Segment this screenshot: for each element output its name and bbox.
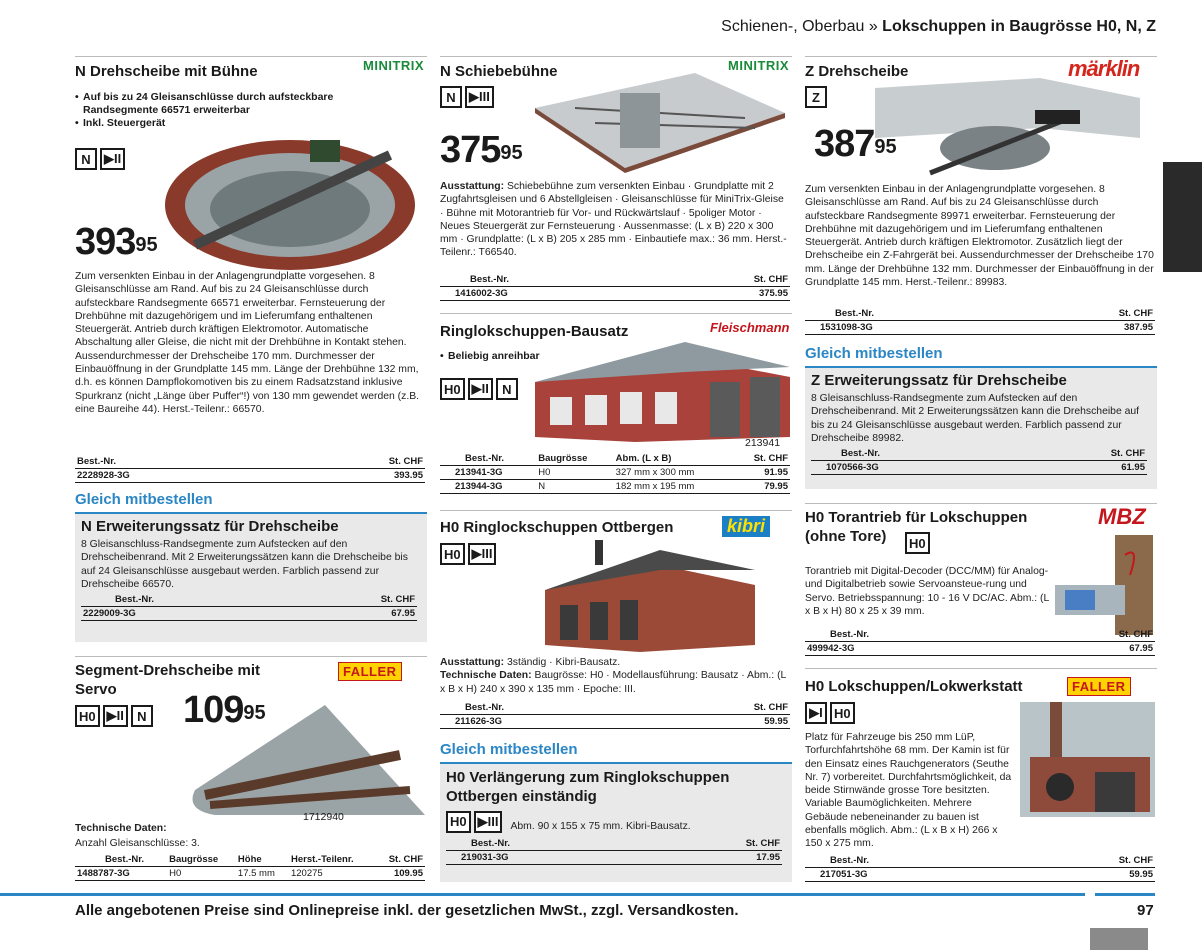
addon-description: 8 Gleisanschluss-Randsegmente zum Aufstecken auf den Drehscheibenrand. Mit 2 Erweiterungssätzen kann die Drehscheibe auf bis zu 24 Gleisanschlüsse ausgebaut werden. Farblich passend zur Drehscheibe 89982. bbox=[811, 393, 1140, 444]
desc-text: Platz für Fahrzeuge bis 250 mm LüP, Torfurchfahrtshöhe 68 mm. Der Kamin ist für den Einsatz eines Rauchgenerators (Seuthe Nr. 7) vorbereitet. Durchfahrtsmöglichkeit, da beide Stirnwände grosse Tore besitzten. Variable Baumöglichkeiten. Mehrere Gebäude nebeneinander zu bauen ist ebenfalls möglich. Abm.: (L x B x H) 266 x 150 x 275 mm. bbox=[805, 732, 1012, 850]
gauge-badges bbox=[75, 705, 153, 727]
product-title: N Schiebebühne bbox=[440, 63, 558, 80]
col-header: Best.-Nr. bbox=[440, 701, 662, 715]
price-cents: 95 bbox=[874, 136, 897, 158]
price-main: 393 bbox=[75, 221, 136, 263]
order-number: 219031-3G bbox=[446, 851, 659, 865]
digital-badge: ▶II bbox=[103, 705, 128, 727]
price-main: 387 bbox=[814, 123, 875, 165]
order-price: 79.95 bbox=[734, 480, 790, 494]
col-header: St. CHF bbox=[734, 452, 790, 466]
gauge-badges bbox=[75, 148, 125, 170]
footer-rule bbox=[1095, 893, 1155, 896]
order-price: 109.95 bbox=[375, 867, 425, 881]
digital-badge: ▶III bbox=[468, 543, 497, 565]
table-row[interactable] bbox=[81, 607, 417, 621]
image-item-number: 1712940 bbox=[303, 811, 344, 823]
product-image-transfer-table[interactable] bbox=[525, 68, 790, 173]
order-table bbox=[75, 853, 425, 881]
digital-badge: ▶II bbox=[468, 378, 493, 400]
col-header: Best.-Nr. bbox=[75, 853, 167, 867]
order-price: 59.95 bbox=[1027, 868, 1155, 882]
col-header: Baugrösse bbox=[167, 853, 236, 867]
footer-rule bbox=[0, 893, 1085, 896]
col-header: St. CHF bbox=[1027, 854, 1155, 868]
gauge-badge: N bbox=[131, 705, 153, 727]
order-price: 17.95 bbox=[659, 851, 782, 865]
col-header: Best.-Nr. bbox=[805, 628, 1027, 642]
digital-badge: ▶III bbox=[465, 86, 494, 108]
table-row[interactable] bbox=[75, 469, 425, 483]
order-number: 1531098-3G bbox=[805, 321, 1032, 335]
price-main: 109 bbox=[183, 689, 244, 731]
divider bbox=[75, 656, 427, 657]
tech-specs: Anzahl Gleisanschlüsse: 3. bbox=[75, 838, 200, 849]
col-header: St. CHF bbox=[1032, 307, 1155, 321]
table-row[interactable] bbox=[446, 851, 782, 865]
col-header: Best.-Nr. bbox=[805, 307, 1032, 321]
order-number: 2228928-3G bbox=[75, 469, 284, 483]
col-header: St. CHF bbox=[659, 837, 782, 851]
col-header: St. CHF bbox=[1027, 628, 1155, 642]
table-row[interactable] bbox=[440, 466, 790, 480]
cell: H0 bbox=[536, 466, 613, 480]
addon-box bbox=[440, 762, 792, 882]
gauge-badges bbox=[805, 86, 827, 108]
product-image-roundhouse[interactable] bbox=[535, 337, 790, 442]
section-header: Gleich mitbestellen bbox=[440, 741, 578, 758]
brand-logo-minitrix: MINITRIX bbox=[728, 58, 790, 73]
price bbox=[814, 124, 897, 164]
desc-label: Ausstattung: bbox=[440, 657, 505, 668]
order-table bbox=[440, 452, 790, 494]
digital-badge: ▶II bbox=[100, 148, 125, 170]
product-title: Segment-Drehscheibe mit Servo bbox=[75, 662, 261, 698]
order-price: 375.95 bbox=[667, 287, 790, 301]
brand-logo-marklin: märklin bbox=[1068, 56, 1140, 81]
product-title: N Drehscheibe mit Bühne bbox=[75, 63, 258, 80]
col-header: Best.-Nr. bbox=[75, 455, 284, 469]
product-image-turntable[interactable] bbox=[160, 125, 422, 275]
tech-specs: Baugrösse: H0 · Modellausführung: Bausatz · Abm.: (L x B x H) 240 x 390 x 135 mm · Epoche: III. bbox=[440, 670, 786, 695]
gauge-badge: H0 bbox=[440, 543, 465, 565]
cell: 327 mm x 300 mm bbox=[614, 466, 734, 480]
cell: 17.5 mm bbox=[236, 867, 289, 881]
col-header: St. CHF bbox=[284, 455, 425, 469]
order-number: 1488787-3G bbox=[75, 867, 167, 881]
product-title: Ringlokschuppen-Bausatz bbox=[440, 323, 629, 340]
divider bbox=[805, 668, 1157, 669]
cell: 182 mm x 195 mm bbox=[614, 480, 734, 494]
price-cents: 95 bbox=[135, 234, 158, 256]
table-row[interactable] bbox=[440, 715, 790, 729]
order-number: 2229009-3G bbox=[81, 607, 303, 621]
order-number: 213944-3G bbox=[440, 480, 536, 494]
order-number: 1416002-3G bbox=[440, 287, 667, 301]
divider bbox=[75, 56, 427, 57]
order-table bbox=[440, 273, 790, 301]
table-row[interactable] bbox=[805, 642, 1155, 656]
col-header: Best.-Nr. bbox=[805, 854, 1027, 868]
order-price: 61.95 bbox=[1029, 461, 1147, 475]
gauge-badge: H0 bbox=[905, 532, 930, 554]
feature-item: • Beliebig anreihbar bbox=[440, 350, 540, 363]
col-header: Best.-Nr. bbox=[440, 452, 536, 466]
gauge-badge: N bbox=[440, 86, 462, 108]
table-row[interactable] bbox=[440, 480, 790, 494]
corner-marker bbox=[1090, 928, 1148, 950]
desc-text: 3ständig · Kibri-Bausatz. bbox=[504, 657, 621, 668]
feature-item: • Auf bis zu 24 Gleisanschlüsse durch aufsteckbare Randsegmente 66571 erweiterbar bbox=[75, 91, 355, 117]
order-number: 217051-3G bbox=[805, 868, 1027, 882]
section-header: Gleich mitbestellen bbox=[805, 345, 943, 362]
order-table bbox=[805, 854, 1155, 882]
product-description bbox=[440, 180, 790, 260]
order-price: 67.95 bbox=[303, 607, 417, 621]
breadcrumb-prefix: Schienen-, Oberbau » bbox=[721, 18, 878, 35]
product-image-ottbergen[interactable] bbox=[540, 540, 760, 655]
tech-label: Technische Daten: bbox=[440, 670, 532, 682]
col-header: Best.-Nr. bbox=[440, 273, 667, 287]
brand-logo-faller: FALLER bbox=[1067, 677, 1131, 696]
breadcrumb-current: Lokschuppen in Baugrösse H0, N, Z bbox=[882, 18, 1156, 35]
addon-title: N Erweiterungssatz für Drehscheibe bbox=[81, 518, 339, 535]
col-header: Best.-Nr. bbox=[81, 593, 303, 607]
gauge-badge: H0 bbox=[446, 811, 471, 833]
brand-logo-minitrix: MINITRIX bbox=[363, 58, 425, 73]
product-description: Zum versenkten Einbau in der Anlagengrundplatte vorgesehen. 8 Gleisanschlüsse am Rand. Auf bis zu 24 Gleisanschlüsse durch aufsteckbare Randsegmente 89971 erweiterbar. Fernsteuerung der Drehbühne mit dazugehörigem und im Lieferumfang enthaltenen Steuergerät. Antrieb durch kräftigen Elektromotor. Zusätzlich liegt der Drehscheibe ein Z-Fahrgerät bei. Aussendurchmesser der Drehscheibe 170 mm. Länge der Drehbühne 132 mm. Durchmesser der Einbauöffnung in der Grundplatte 145 mm. Herst.-Teilenr.: 89983. bbox=[805, 184, 1154, 289]
product-description bbox=[805, 731, 1155, 851]
product-title: H0 Ringlockschuppen Ottbergen bbox=[440, 519, 674, 536]
col-header: Best.-Nr. bbox=[811, 447, 1029, 461]
brand-logo-faller: FALLER bbox=[338, 662, 402, 681]
image-item-number: 213941 bbox=[745, 437, 781, 449]
cell: H0 bbox=[167, 867, 236, 881]
digital-badge: ▶III bbox=[474, 811, 503, 833]
product-image-z-turntable[interactable] bbox=[870, 78, 1155, 178]
gauge-badges bbox=[446, 811, 502, 833]
order-price: 387.95 bbox=[1032, 321, 1155, 335]
feature-list bbox=[440, 350, 540, 363]
divider bbox=[440, 313, 792, 314]
gauge-badge: N bbox=[75, 148, 97, 170]
feature-item: • Inkl. Steuergerät bbox=[75, 117, 355, 130]
col-header: Abm. (L x B) bbox=[614, 452, 734, 466]
order-price: 91.95 bbox=[734, 466, 790, 480]
divider bbox=[440, 510, 792, 511]
product-description bbox=[440, 656, 790, 696]
col-header: St. CHF bbox=[375, 853, 425, 867]
product-title: H0 Lokschuppen/Lokwerkstatt bbox=[805, 678, 1023, 695]
addon-box bbox=[805, 366, 1157, 489]
price-cents: 95 bbox=[500, 142, 523, 164]
gauge-badge: H0 bbox=[830, 702, 855, 724]
order-table bbox=[75, 455, 425, 483]
col-header: St. CHF bbox=[667, 273, 790, 287]
digital-badge: ▶I bbox=[805, 702, 827, 724]
col-header: Herst.-Teilenr. bbox=[289, 853, 375, 867]
addon-title: H0 Verlängerung zum Ringlokschuppen Ottbergen einständig bbox=[446, 769, 730, 805]
desc-label: Ausstattung: bbox=[440, 181, 505, 192]
price bbox=[75, 222, 158, 262]
price-main: 375 bbox=[440, 129, 501, 171]
breadcrumb bbox=[721, 18, 1156, 36]
table-row[interactable] bbox=[805, 321, 1155, 335]
divider bbox=[440, 56, 792, 57]
product-title: H0 Torantrieb für Lokschuppen (ohne Tore) bbox=[805, 509, 1028, 545]
col-header: St. CHF bbox=[1029, 447, 1147, 461]
brand-logo-kibri: kibri bbox=[722, 516, 770, 537]
product-description: Zum versenkten Einbau in der Anlagengrundplatte vorgesehen. 8 Gleisanschlüsse am Rand. Auf bis zu 24 Gleisanschlüsse durch aufsteckbare Randsegmente 66571 erweiterbar. Fernsteuerung der Drehbühne mit dazugehörigem und im Lieferumfang enthaltenen Steuergerät. Antrieb durch kräftigen Elektromotor. Automatische Abschaltung aller Gleise, die nicht mit der Drehbühne in Kontakt stehen. Aussendurchmesser der Drehscheibe 170 mm. Durchmesser der Einbauöffnung in der Grundplatte 145 mm. Länge der Drehbühne 132 mm, d.h. es können Dampflokomotiven bis zu einem Radsatzstand inklusive Spurkranz (nicht „Länge über Puffer“!) von 130 mm gewendet werden (z.B. eine Baureihe 44). Herst.-Teilenr.: 66570. bbox=[75, 271, 420, 415]
col-header: Höhe bbox=[236, 853, 289, 867]
gauge-badge: H0 bbox=[75, 705, 100, 727]
tech-label: Technische Daten: bbox=[75, 823, 167, 834]
order-table bbox=[440, 701, 790, 729]
gauge-badges bbox=[805, 702, 855, 724]
gauge-badge: Z bbox=[805, 86, 827, 108]
col-header: Baugrösse bbox=[536, 452, 613, 466]
section-header: Gleich mitbestellen bbox=[75, 491, 213, 508]
col-header: Best.-Nr. bbox=[446, 837, 659, 851]
order-number: 213941-3G bbox=[440, 466, 536, 480]
col-header: St. CHF bbox=[303, 593, 417, 607]
price bbox=[440, 130, 523, 170]
desc-text: Schiebebühne zum versenkten Einbau · Grundplatte mit 2 Zugfahrtsgleisen und 6 Abstellgleisen · Gleisanschlüsse für MiniTrix-Gleise · Bühne mit Motorantrieb für Vor- und Rückwärtslauf · 5poliger Motor · Neues Steuergerät zur Fernsteuerung · Aussenmasse: (L x B) 220 x 300 mm · Grundplatte: (L x B) 205 x 285 mm · Einbautiefe max.: 36 mm. Herst.-Teilenr.: T66540. bbox=[440, 181, 787, 259]
addon-title: Z Erweiterungssatz für Drehscheibe bbox=[811, 372, 1067, 389]
gauge-badges bbox=[440, 378, 518, 400]
addon-description: Abm. 90 x 155 x 75 mm. Kibri-Bausatz. bbox=[510, 821, 691, 832]
cell: N bbox=[536, 480, 613, 494]
addon-box bbox=[75, 512, 427, 642]
footer-notice: Alle angebotenen Preise sind Onlinepreise inkl. der gesetzlichen MwSt., zzgl. Versandkosten. bbox=[75, 902, 739, 919]
product-image-segment-turntable[interactable] bbox=[185, 695, 430, 825]
gauge-badges bbox=[440, 86, 494, 108]
table-row[interactable] bbox=[811, 461, 1147, 475]
brand-logo-fleischmann: Fleischmann bbox=[710, 320, 790, 335]
gauge-badge: H0 bbox=[440, 378, 465, 400]
side-tab bbox=[1163, 162, 1202, 272]
col-header: St. CHF bbox=[662, 701, 790, 715]
gauge-badges bbox=[440, 543, 496, 565]
product-description: Torantrieb mit Digital-Decoder (DCC/MM) für Analog- und Digitalbetrieb sowie Servoansteue-rung und Servo. Betriebsspannung: 10 - 16 V DC/AC. Abm.: (L x B x H) 80 x 25 x 39 mm. bbox=[805, 566, 1049, 617]
addon-description: 8 Gleisanschluss-Randsegmente zum Aufstecken auf den Drehscheibenrand. Mit 2 Erweiterungssätzen kann die Drehscheibe bis auf 24 Gleisanschlüsse ausgebaut werden. Farblich passend zur Drehscheibe 66570. bbox=[81, 539, 408, 590]
price-cents: 95 bbox=[243, 702, 266, 724]
cell: 120275 bbox=[289, 867, 375, 881]
product-image-gate-drive[interactable] bbox=[1055, 530, 1155, 640]
order-number: 499942-3G bbox=[805, 642, 1027, 656]
gauge-badge: N bbox=[496, 378, 518, 400]
gauge-badges bbox=[905, 532, 930, 554]
table-row[interactable] bbox=[75, 867, 425, 881]
order-price: 67.95 bbox=[1027, 642, 1155, 656]
table-row[interactable] bbox=[440, 287, 790, 301]
table-row[interactable] bbox=[805, 868, 1155, 882]
order-table bbox=[805, 307, 1155, 335]
order-price: 59.95 bbox=[662, 715, 790, 729]
brand-logo-mbz: MBZ bbox=[1098, 504, 1146, 529]
page-number: 97 bbox=[1137, 902, 1154, 919]
order-table bbox=[805, 628, 1155, 656]
order-number: 211626-3G bbox=[440, 715, 662, 729]
order-number: 1070566-3G bbox=[811, 461, 1029, 475]
product-title: Z Drehscheibe bbox=[805, 63, 909, 80]
order-price: 393.95 bbox=[284, 469, 425, 483]
